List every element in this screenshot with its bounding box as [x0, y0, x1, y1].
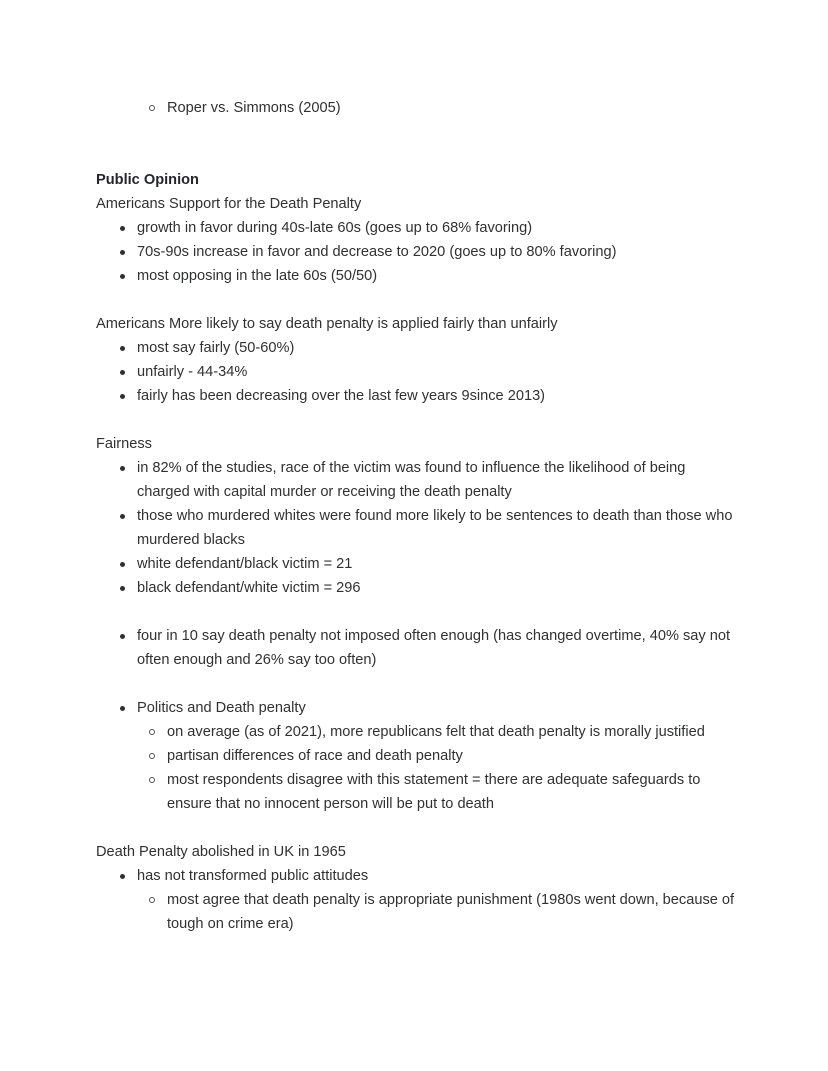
paragraph-gap: [96, 816, 736, 840]
list-item: fairly has been decreasing over the last few years 9since 2013): [96, 384, 736, 408]
list-item: black defendant/white victim = 296: [96, 576, 736, 600]
list-applied-fairly: [96, 336, 736, 408]
blank-list-item: [96, 672, 736, 696]
list-item: unfairly - 44-34%: [96, 360, 736, 384]
subheading-applied-fairly: Americans More likely to say death penalty is applied fairly than unfairly: [96, 316, 558, 332]
list-item: on average (as of 2021), more republicans felt that death penalty is morally justified: [96, 720, 736, 744]
paragraph-gap: [96, 288, 736, 312]
section-gap: [96, 120, 736, 168]
list-item: most agree that death penalty is appropriate punishment (1980s went down, because of tough on crime era): [96, 888, 736, 936]
list-uk: [96, 864, 736, 936]
list-item-politics: Politics and Death penalty: [96, 696, 736, 720]
nested-list-container: [96, 720, 736, 816]
paragraph-gap: [96, 408, 736, 432]
section-heading-public-opinion: Public Opinion: [96, 172, 199, 188]
list-item: most opposing in the late 60s (50/50): [96, 264, 736, 288]
top-list: [96, 96, 736, 120]
list-item: white defendant/black victim = 21: [96, 552, 736, 576]
list-item: growth in favor during 40s-late 60s (goes up to 68% favoring): [96, 216, 736, 240]
list-item: four in 10 say death penalty not imposed often enough (has changed overtime, 40% say not often enough and 26% say too often): [96, 624, 736, 672]
subheading-americans-support: Americans Support for the Death Penalty: [96, 196, 362, 212]
list-item: 70s-90s increase in favor and decrease to 2020 (goes up to 80% favoring): [96, 240, 736, 264]
list-item: most say fairly (50-60%): [96, 336, 736, 360]
list-item: those who murdered whites were found more likely to be sentences to death than those who murdered blacks: [96, 504, 736, 552]
list-uk-details: [96, 888, 736, 936]
list-item: in 82% of the studies, race of the victim was found to influence the likelihood of being charged with capital murder or receiving the death penalty: [96, 456, 736, 504]
subheading-uk-abolished: Death Penalty abolished in UK in 1965: [96, 844, 346, 860]
list-item: has not transformed public attitudes: [96, 864, 736, 888]
subheading-fairness: Fairness: [96, 436, 152, 452]
list-fairness: [96, 456, 736, 816]
nested-list-container: [96, 888, 736, 936]
list-item: partisan differences of race and death penalty: [96, 744, 736, 768]
list-item: Roper vs. Simmons (2005): [96, 96, 736, 120]
blank-list-item: [96, 600, 736, 624]
list-item: most respondents disagree with this statement = there are adequate safeguards to ensure that no innocent person will be put to death: [96, 768, 736, 816]
document-body: [96, 96, 736, 936]
list-americans-support: [96, 216, 736, 288]
list-politics-details: [96, 720, 736, 816]
